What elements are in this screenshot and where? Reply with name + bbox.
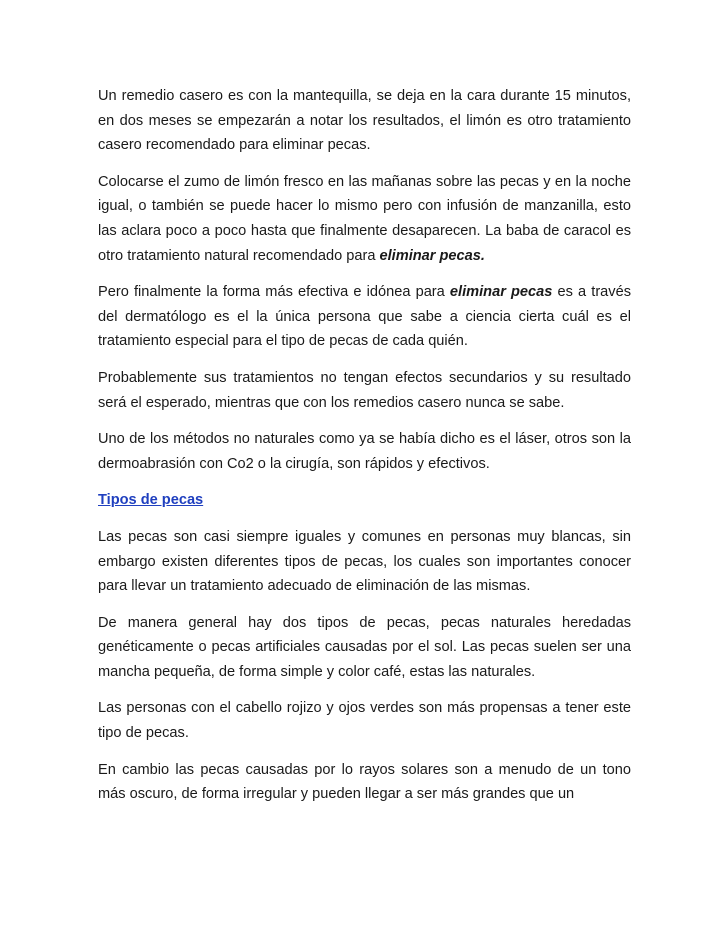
- section-heading-link[interactable]: Tipos de pecas: [98, 492, 204, 509]
- paragraph-non-natural-methods: [98, 427, 631, 476]
- paragraph-red-hair: [98, 696, 631, 745]
- paragraph-text: Un remedio casero es con la mantequilla, se deja en la cara durante 15 minutos, en dos meses se empezarán a notar los resultados, el limón es otro tratamiento casero recomendado para eliminar pecas.: [98, 88, 631, 154]
- paragraph-freckle-types-intro: [98, 525, 631, 599]
- paragraph-butter-remedy: [98, 84, 631, 158]
- paragraph-text: Probablemente sus tratamientos no tengan efectos secundarios y su resultado será el esperado, mientras que con los remedios casero nunca se sabe.: [98, 369, 631, 411]
- paragraph-text: Las personas con el cabello rojizo y ojos verdes son más propensas a tener este tipo de pecas.: [98, 700, 631, 742]
- paragraph-two-types: [98, 611, 631, 685]
- paragraph-text: es a través del dermatólogo es el la única persona que sabe a ciencia cierta cuál es el tratamiento especial para el tipo de pecas de cada quién.: [98, 284, 632, 350]
- paragraph-text: Pero finalmente la forma más efectiva e idónea para: [98, 284, 450, 301]
- paragraph-sun-freckles: [98, 758, 631, 807]
- emphasis-eliminar-pecas: eliminar pecas: [449, 284, 553, 301]
- paragraph-side-effects: [98, 366, 631, 415]
- paragraph-text: Uno de los métodos no naturales como ya se había dicho es el láser, otros son la dermoabrasión con Co2 o la cirugía, son rápidos y efectivos.: [98, 431, 631, 472]
- paragraph-lemon-remedy: [98, 170, 631, 268]
- paragraph-text: Colocarse el zumo de limón fresco en las mañanas sobre las pecas y en la noche igual, o también se puede hacer lo mismo pero con infusión de manzanilla, esto las aclara poco a poco hasta que finalmente desaparecen. La baba de caracol es otro tratamiento natural recomendado para: [98, 173, 631, 264]
- document-page: [98, 84, 631, 819]
- paragraph-text: Las pecas son casi siempre iguales y comunes en personas muy blancas, sin embargo existen diferentes tipos de pecas, los cuales son importantes conocer para llevar un tratamiento adecuado de eliminación de las mismas.: [98, 528, 631, 595]
- paragraph-text: De manera general hay dos tipos de pecas, pecas naturales heredadas genéticamente o pecas artificiales causadas por el sol. Las pecas suelen ser una mancha pequeña, de forma simple y color café, estas las naturales.: [98, 614, 631, 680]
- emphasis-eliminar-pecas: eliminar pecas.: [379, 247, 485, 264]
- paragraph-text: En cambio las pecas causadas por lo rayos solares son a menudo de un tono más oscuro, de forma irregular y pueden llegar a ser más grandes que un: [98, 761, 631, 803]
- paragraph-dermatologist: [98, 280, 631, 354]
